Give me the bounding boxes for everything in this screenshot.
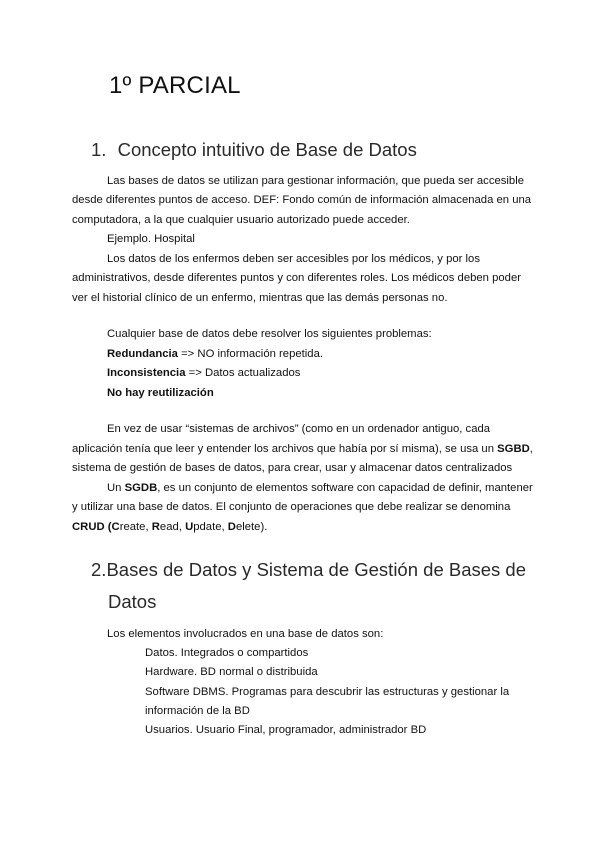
crud-term: CRUD ( xyxy=(72,521,112,533)
sgdb-term: SGDB xyxy=(124,482,158,494)
text-span: elete). xyxy=(235,521,268,533)
crud-line xyxy=(72,518,267,538)
section-1-title: Concepto intuitivo de Base de Datos xyxy=(117,139,417,160)
text-span: pdate, xyxy=(193,521,228,533)
paragraph-line: Los datos de los enfermos deben ser accesibles por los médicos, y por los xyxy=(107,253,480,265)
paragraph-line: ver el historial clínico de un enfermo, mientras que las demás personas no. xyxy=(72,292,448,304)
problem-term: No hay reutilización xyxy=(107,387,214,399)
text-span: , es un conjunto de elementos software con capacidad de definir, mantener xyxy=(157,482,533,494)
list-item: Usuarios. Usuario Final, programador, administrador BD xyxy=(145,724,427,736)
crud-letter: R xyxy=(151,521,160,533)
list-item: Datos. Integrados o compartidos xyxy=(145,647,309,659)
example-label: Ejemplo. Hospital xyxy=(107,233,195,245)
paragraph-line: En vez de usar “sistemas de archivos” (como en un ordenador antiguo, cada xyxy=(107,423,491,435)
crud-letter: D xyxy=(227,521,236,533)
list-item: Hardware. BD normal o distribuida xyxy=(145,666,318,678)
paragraph-line: computadora, a la que cualquier usuario autorizado puede acceder. xyxy=(72,214,410,226)
text-span: reate, xyxy=(119,521,152,533)
sgbd-term: SGBD xyxy=(497,443,530,455)
problem-item-inconsistencia xyxy=(107,364,300,384)
section-2-heading xyxy=(91,559,526,581)
problems-intro: Cualquier base de datos debe resolver los siguientes problemas: xyxy=(107,328,432,340)
paragraph-line: administrativos, desde diferentes puntos y con diferentes roles. Los médicos deben poder xyxy=(72,272,521,284)
text-span: , xyxy=(529,443,533,455)
section-1-heading xyxy=(91,139,417,161)
paragraph-line xyxy=(107,479,533,499)
problem-desc: => Datos actualizados xyxy=(185,367,301,379)
problem-term: Redundancia xyxy=(107,348,178,360)
section-2-title-line1: Bases de Datos y Sistema de Gestión de Bases de xyxy=(106,559,527,580)
problem-item-redundancia xyxy=(107,345,323,365)
elements-intro: Los elementos involucrados en una base de datos son: xyxy=(107,628,384,640)
paragraph-line: desde diferentes puntos de acceso. DEF: Fondo común de información almacenada en una xyxy=(72,194,532,206)
crud-letter: U xyxy=(185,521,194,533)
problem-item-reutilizacion xyxy=(107,384,214,404)
section-2-title-line2: Datos xyxy=(108,591,157,612)
text-span: Un xyxy=(107,482,125,494)
problem-desc: => NO información repetida. xyxy=(177,348,323,360)
paragraph-line: y utilizar una base de datos. El conjunto de operaciones que debe realizar se denomina xyxy=(72,501,511,513)
problem-term: Inconsistencia xyxy=(107,367,186,379)
paragraph-line: Las bases de datos se utilizan para gestionar información, que pueda ser accesible xyxy=(107,175,524,187)
text-span: aplicación tenía que leer y entender los archivos que había por sí misma), se usa un xyxy=(72,443,498,455)
list-item: Software DBMS. Programas para descubrir las estructuras y gestionar la xyxy=(145,686,510,698)
page-title: 1º PARCIAL xyxy=(109,72,241,99)
list-item: información de la BD xyxy=(145,705,250,717)
section-2-number: 2. xyxy=(91,559,107,580)
section-1-number: 1. xyxy=(91,139,107,160)
text-span: ead, xyxy=(159,521,186,533)
paragraph-line xyxy=(72,440,533,460)
crud-letter: C xyxy=(111,521,120,533)
paragraph-line: sistema de gestión de bases de datos, para crear, usar y almacenar datos centralizados xyxy=(72,462,513,474)
